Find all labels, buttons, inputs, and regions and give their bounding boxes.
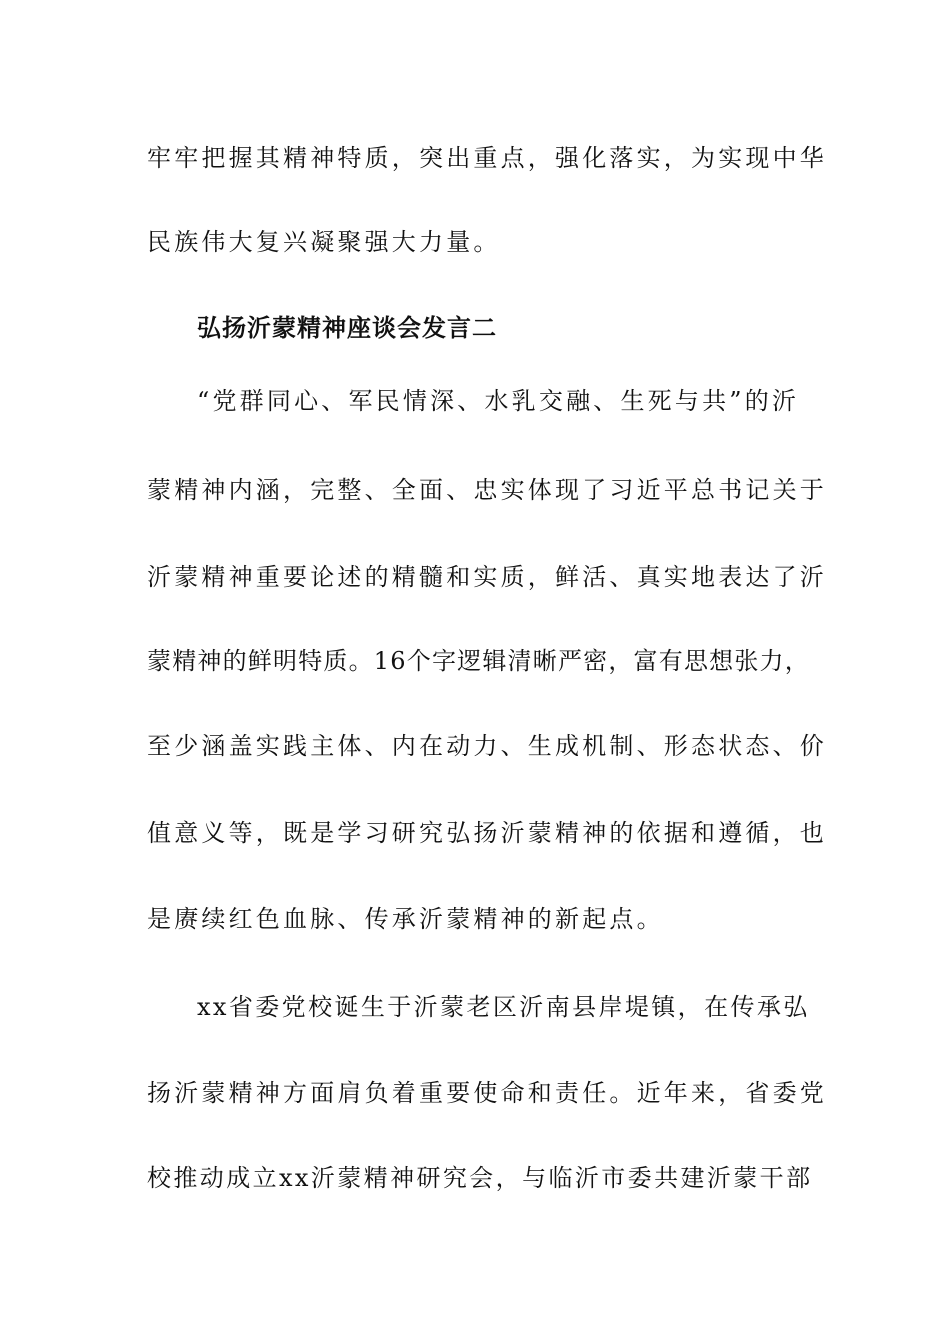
paragraph-line: “党群同心、军民情深、水乳交融、生死与共”的沂 (197, 387, 800, 415)
paragraph-line: 至少涵盖实践主体、内在动力、生成机制、形态状态、价 (147, 732, 827, 760)
paragraph-line: 民族伟大复兴凝聚强大力量。 (147, 228, 501, 256)
section-heading: 弘扬沂蒙精神座谈会发言二 (197, 313, 497, 342)
paragraph-line: xx省委党校诞生于沂蒙老区沂南县岸堤镇，在传承弘 (197, 993, 810, 1021)
paragraph-line: 校推动成立xx沂蒙精神研究会，与临沂市委共建沂蒙干部 (147, 1164, 813, 1192)
paragraph-line: 值意义等，既是学习研究弘扬沂蒙精神的依据和遵循，也 (147, 819, 827, 847)
paragraph-line: 沂蒙精神重要论述的精髓和实质，鲜活、真实地表达了沂 (147, 563, 827, 591)
paragraph-line: 扬沂蒙精神方面肩负着重要使命和责任。近年来，省委党 (147, 1079, 827, 1107)
paragraph-line: 蒙精神内涵，完整、全面、忠实体现了习近平总书记关于 (147, 476, 827, 504)
paragraph-line: 是赓续红色血脉、传承沂蒙精神的新起点。 (147, 905, 664, 933)
paragraph-line: 牢牢把握其精神特质，突出重点，强化落实，为实现中华 (147, 144, 827, 172)
paragraph-line: 蒙精神的鲜明特质。16个字逻辑清晰严密，富有思想张力， (147, 647, 810, 675)
